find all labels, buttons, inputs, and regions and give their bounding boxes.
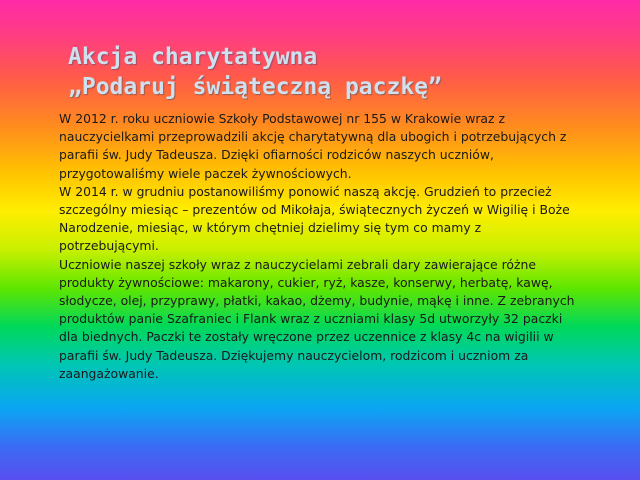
- slide-title-line-1: Akcja charytatywna: [68, 44, 318, 70]
- slide-title-line-2: „Podaruj świąteczną paczkę”: [68, 74, 442, 100]
- body-paragraph-2014: W 2014 r. w grudniu postanowiliśmy ponowić naszą akcję. Grudzień to przecież szczególny miesiąc – prezentów od Mikołaja, świątecznych życzeń w Wigilię i Boże Narodzenie, miesiąc, w którym chętniej dzielimy się tym co mamy z potrzebującymi.: [59, 183, 570, 254]
- body-paragraph-donations: Uczniowie naszej szkoły wraz z nauczycielami zebrali dary zawierające różne produkty żywnościowe: makarony, cukier, ryż, kasze, konserwy, herbatę, kawę, słodycze, olej, przyprawy, płatki, kakao, dżemy, budynie, mąkę i inne. Z zebranych produktów panie Szafraniec i Flank wraz z uczniami klasy 5d utworzyły 32 paczki dla biednych. Paczki te zostały wręczone przez uczennice z klasy 4c na wigilii w parafii św. Judy Tadeusza. Dziękujemy nauczycielom, rodzicom i uczniom za zaangażowanie.: [59, 256, 575, 381]
- body-paragraph-2012: W 2012 r. roku uczniowie Szkoły Podstawowej nr 155 w Krakowie wraz z nauczycielkami przeprowadzili akcję charytatywną dla ubogich i potrzebujących z parafii św. Judy Tadeusza. Dzięki ofiarności rodziców naszych uczniów, przygotowaliśmy wiele paczek żywnościowych.: [59, 111, 567, 181]
- slide-body: [59, 110, 584, 383]
- slide-title: [68, 42, 442, 102]
